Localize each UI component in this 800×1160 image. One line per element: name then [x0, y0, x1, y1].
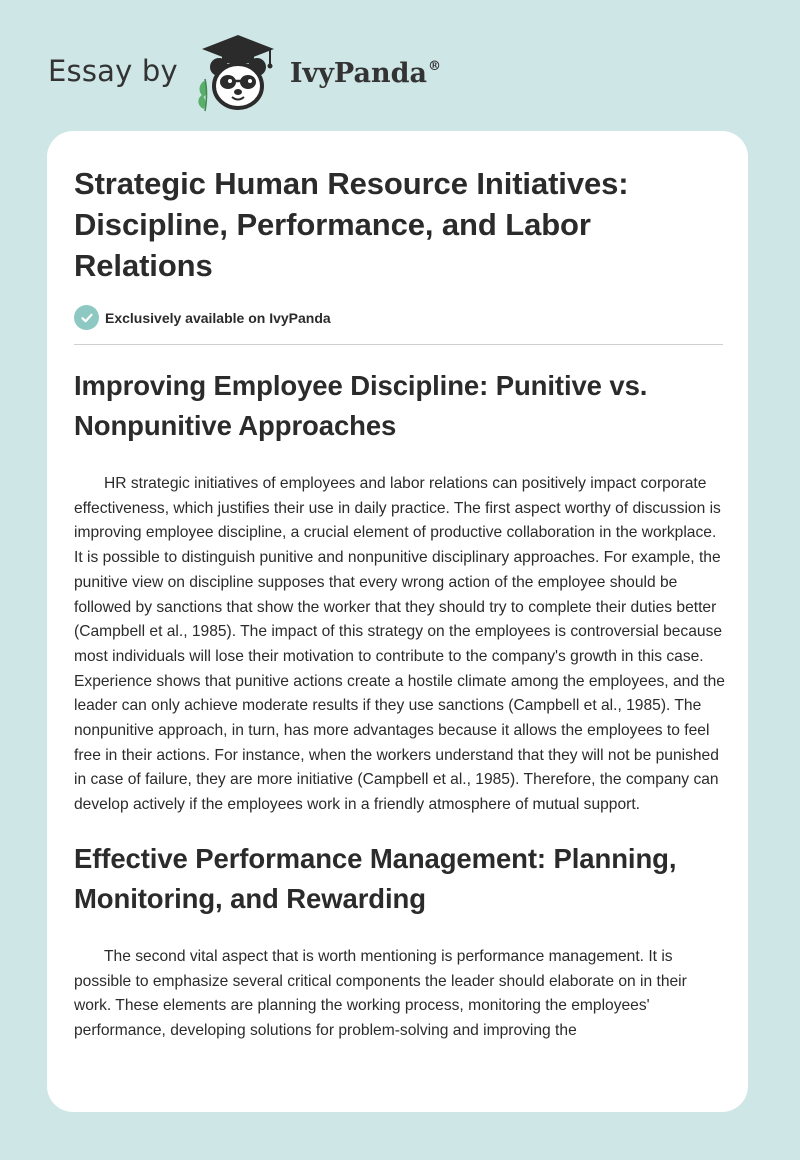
availability-text: Exclusively available on IvyPanda	[105, 309, 331, 326]
article-card	[47, 131, 748, 1112]
essay-by-label: Essay by	[48, 54, 178, 88]
section-heading: Effective Performance Management: Planning, Monitoring, and Rewarding	[74, 842, 677, 914]
section-heading: Improving Employee Discipline: Punitive vs. Nonpunitive Approaches	[74, 370, 648, 441]
title-divider	[74, 344, 723, 345]
check-badge	[74, 305, 99, 330]
section-paragraph: HR strategic initiatives of employees and labor relations can positively impact corporate effectiveness, which justifies their use in daily practice. The first aspect worthy of discussion is improving employee discipline, a crucial element of productive collaboration in the workplace. It is possible to distinguish punitive and nonpunitive disciplinary approaches. For example, the punitive view on discipline supposes that every wrong action of the employee should be followed by sanctions that show the worker that they should try to complete their duties better (Campbell et al., 1985). The impact of this strategy on the employees is controversial because most individuals will lose their motivation to contribute to the company's growth in this case. Experience shows that punitive actions create a hostile climate among the employees, and the leader can only achieve moderate results if they use sanctions (Campbell et al., 1985). The nonpunitive approach, in turn, has more advantages because it allows the employees to feel free in their actions. For instance, when the workers understand that they will not be punished in case of failure, they are more initiative (Campbell et al., 1985). Therefore, the company can develop actively if the employees work in a friendly atmosphere of mutual support.	[74, 475, 725, 814]
section-paragraph: The second vital aspect that is worth mentioning is performance management. It is possible to emphasize several critical components the leader should elaborate on in their work. These elements are planning the working process, monitoring the employees' performance, developing solutions for problem-solving and improving the	[74, 947, 687, 1039]
check-icon	[80, 311, 94, 325]
brand-label: IvyPanda	[289, 57, 427, 89]
brand-name[interactable]	[290, 58, 441, 89]
article-title: Strategic Human Resource Initiatives: Discipline, Performance, and Labor Relations	[74, 166, 629, 283]
ivypanda-logo-icon[interactable]	[192, 31, 284, 113]
availability-badge	[74, 305, 722, 330]
site-header	[48, 28, 441, 116]
trademark-symbol: ®	[427, 58, 441, 74]
